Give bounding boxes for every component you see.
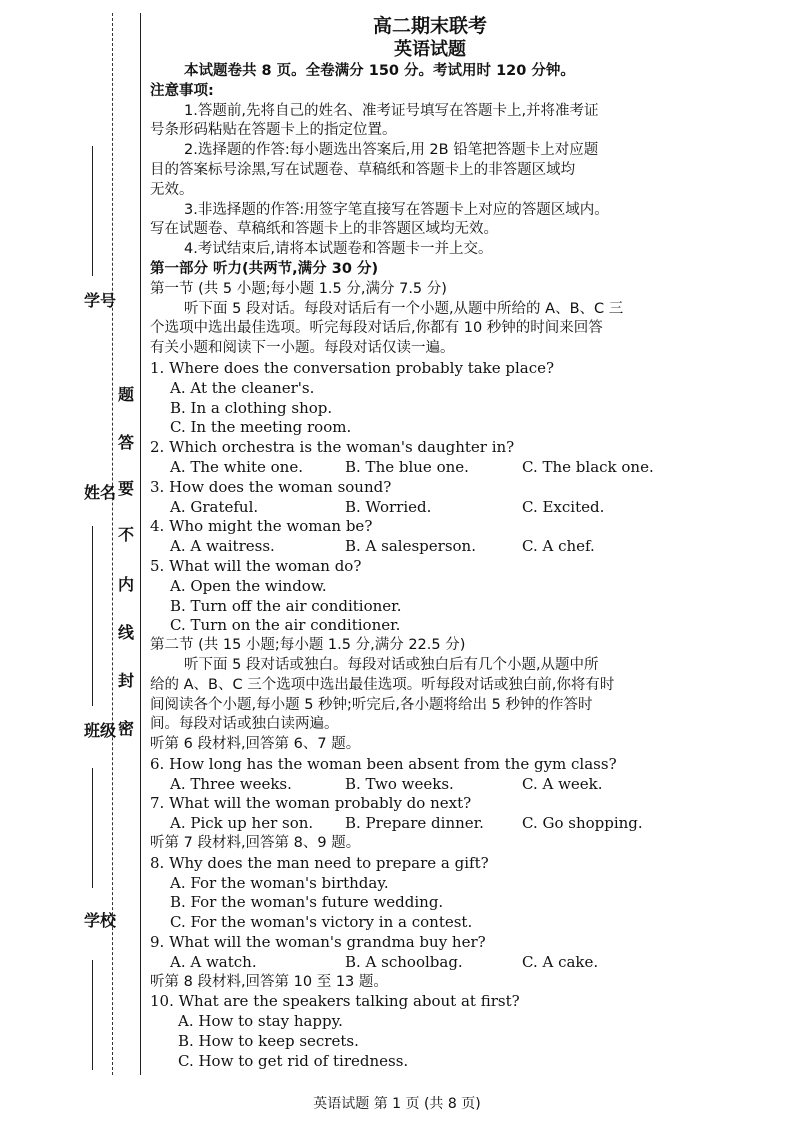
answer-option[interactable]: A. A watch. — [170, 952, 257, 971]
option-row — [150, 458, 710, 478]
answer-option[interactable]: A. At the cleaner's. — [170, 378, 315, 397]
notes-heading: 注意事项: — [150, 82, 214, 99]
seal-char: 要 — [118, 479, 135, 498]
instruction-line: 间阅读各个小题,每小题 5 秒钟;听完后,各小题将给出 5 秒钟的作答时 — [150, 696, 593, 713]
answer-option[interactable]: B. Two weeks. — [345, 774, 454, 793]
answer-option[interactable]: A. The white one. — [170, 457, 303, 476]
note-line: 2.选择题的作答:每小题选出答案后,用 2B 铅笔把答题卡上对应题 — [184, 142, 599, 159]
answer-option[interactable]: A. A waitress. — [170, 537, 275, 556]
seal-char: 线 — [118, 623, 135, 642]
answer-option[interactable]: B. Worried. — [345, 497, 432, 516]
option-row — [150, 537, 710, 557]
answer-option[interactable]: A. How to stay happy. — [178, 1012, 343, 1031]
note-line: 无效。 — [150, 181, 194, 198]
note-line: 号条形码粘贴在答题卡上的指定位置。 — [150, 122, 397, 139]
answer-option[interactable]: C. Turn on the air conditioner. — [170, 616, 401, 635]
field-label-school: 学校 — [84, 911, 117, 930]
material-heading: 听第 6 段材料,回答第 6、7 题。 — [150, 736, 361, 753]
answer-option[interactable]: B. In a clothing shop. — [170, 398, 333, 417]
question-stem: 4. Who might the woman be? — [150, 517, 373, 536]
question-stem: 7. What will the woman probably do next? — [150, 794, 472, 813]
question-stem: 9. What will the woman's grandma buy her? — [150, 933, 486, 952]
answer-option[interactable]: B. Prepare dinner. — [345, 814, 484, 833]
answer-option[interactable]: C. A chef. — [522, 537, 595, 556]
question-stem: 2. Which orchestra is the woman's daughter in? — [150, 438, 515, 457]
answer-option[interactable]: A. Open the window. — [170, 576, 327, 595]
answer-option[interactable]: C. In the meeting room. — [170, 418, 352, 437]
question-stem: 8. Why does the man need to prepare a gift? — [150, 853, 489, 872]
answer-option[interactable]: C. A week. — [522, 774, 603, 793]
field-label-student-id: 学号 — [84, 291, 117, 310]
binding-margin — [0, 0, 140, 1122]
class-blank[interactable] — [92, 768, 93, 888]
page-footer: 英语试题 第 1 页 (共 8 页) — [313, 1096, 481, 1112]
answer-option[interactable]: B. A schoolbag. — [345, 952, 463, 971]
instruction-line: 听下面 5 段对话或独白。每段对话或独白后有几个小题,从题中所 — [184, 656, 599, 673]
question-stem: 5. What will the woman do? — [150, 556, 362, 575]
instruction-line: 给的 A、B、C 三个选项中选出最佳选项。听每段对话或独白前,你将有时 — [150, 676, 615, 693]
answer-option[interactable]: C. Go shopping. — [522, 814, 643, 833]
answer-option[interactable]: B. A salesperson. — [345, 537, 476, 556]
instruction-line: 有关小题和阅读下一小题。每段对话仅读一遍。 — [150, 340, 455, 357]
margin-rule — [140, 13, 141, 1075]
note-line: 3.非选择题的作答:用签字笔直接写在答题卡上对应的答题区域内。 — [184, 201, 609, 218]
answer-option[interactable]: B. For the woman's future wedding. — [170, 893, 444, 912]
seal-char: 密 — [118, 719, 135, 738]
option-row — [150, 953, 710, 973]
instruction-line: 听下面 5 段对话。每段对话后有一个小题,从题中所给的 A、B、C 三 — [184, 300, 624, 317]
option-row — [150, 814, 710, 834]
seal-char: 题 — [118, 385, 135, 404]
note-line: 4.考试结束后,请将本试题卷和答题卡一并上交。 — [184, 241, 493, 258]
note-line: 目的答案标号涂黑,写在试题卷、草稿纸和答题卡上的非答题区域均 — [150, 161, 576, 178]
question-stem: 10. What are the speakers talking about at first? — [150, 992, 520, 1011]
answer-option[interactable]: C. How to get rid of tiredness. — [178, 1051, 409, 1070]
section2-heading: 第二节 (共 15 小题;每小题 1.5 分,满分 22.5 分) — [150, 637, 466, 654]
material-heading: 听第 8 段材料,回答第 10 至 13 题。 — [150, 973, 388, 990]
note-line: 写在试题卷、草稿纸和答题卡上的非答题区域均无效。 — [150, 221, 498, 238]
subject-title: 英语试题 — [394, 39, 466, 60]
seal-char: 内 — [118, 575, 135, 594]
field-label-class: 班级 — [84, 721, 117, 740]
school-blank — [92, 960, 93, 1070]
question-stem: 3. How does the woman sound? — [150, 477, 392, 496]
option-row — [150, 498, 710, 518]
field-label-name: 姓名 — [84, 483, 117, 502]
student-id-blank[interactable] — [92, 146, 93, 276]
answer-option[interactable]: B. Turn off the air conditioner. — [170, 596, 402, 615]
answer-option[interactable]: C. A cake. — [522, 952, 599, 971]
instruction-line: 间。每段对话或独白读两遍。 — [150, 716, 339, 733]
exam-summary: 本试题卷共 8 页。全卷满分 150 分。考试用时 120 分钟。 — [184, 63, 575, 79]
seal-char: 不 — [118, 525, 135, 544]
answer-option[interactable]: A. Three weeks. — [170, 774, 292, 793]
answer-option[interactable]: A. Pick up her son. — [170, 814, 314, 833]
section1-heading: 第一节 (共 5 小题;每小题 1.5 分,满分 7.5 分) — [150, 280, 447, 297]
answer-option[interactable]: B. The blue one. — [345, 457, 469, 476]
instruction-line: 个选项中选出最佳选项。听完每段对话后,你都有 10 秒钟的时间来回答 — [150, 320, 603, 337]
answer-option[interactable]: B. How to keep secrets. — [178, 1032, 359, 1051]
name-blank[interactable] — [92, 526, 93, 706]
answer-option[interactable]: A. Grateful. — [170, 497, 259, 516]
part1-heading: 第一部分 听力(共两节,满分 30 分) — [150, 260, 379, 277]
answer-option[interactable]: C. Excited. — [522, 497, 605, 516]
page-title: 高二期末联考 — [372, 15, 487, 37]
note-line: 1.答题前,先将自己的姓名、准考证号填写在答题卡上,并将准考证 — [184, 102, 599, 119]
answer-option[interactable]: C. For the woman's victory in a contest. — [170, 913, 473, 932]
material-heading: 听第 7 段材料,回答第 8、9 题。 — [150, 835, 361, 852]
answer-option[interactable]: C. The black one. — [522, 457, 654, 476]
question-stem: 6. How long has the woman been absent from the gym class? — [150, 754, 617, 773]
answer-option[interactable]: A. For the woman's birthday. — [170, 873, 389, 892]
seal-char: 封 — [118, 671, 135, 690]
seal-char: 答 — [118, 433, 135, 452]
exam-page — [150, 14, 710, 1072]
question-stem: 1. Where does the conversation probably take place? — [150, 358, 555, 377]
option-row — [150, 775, 710, 795]
